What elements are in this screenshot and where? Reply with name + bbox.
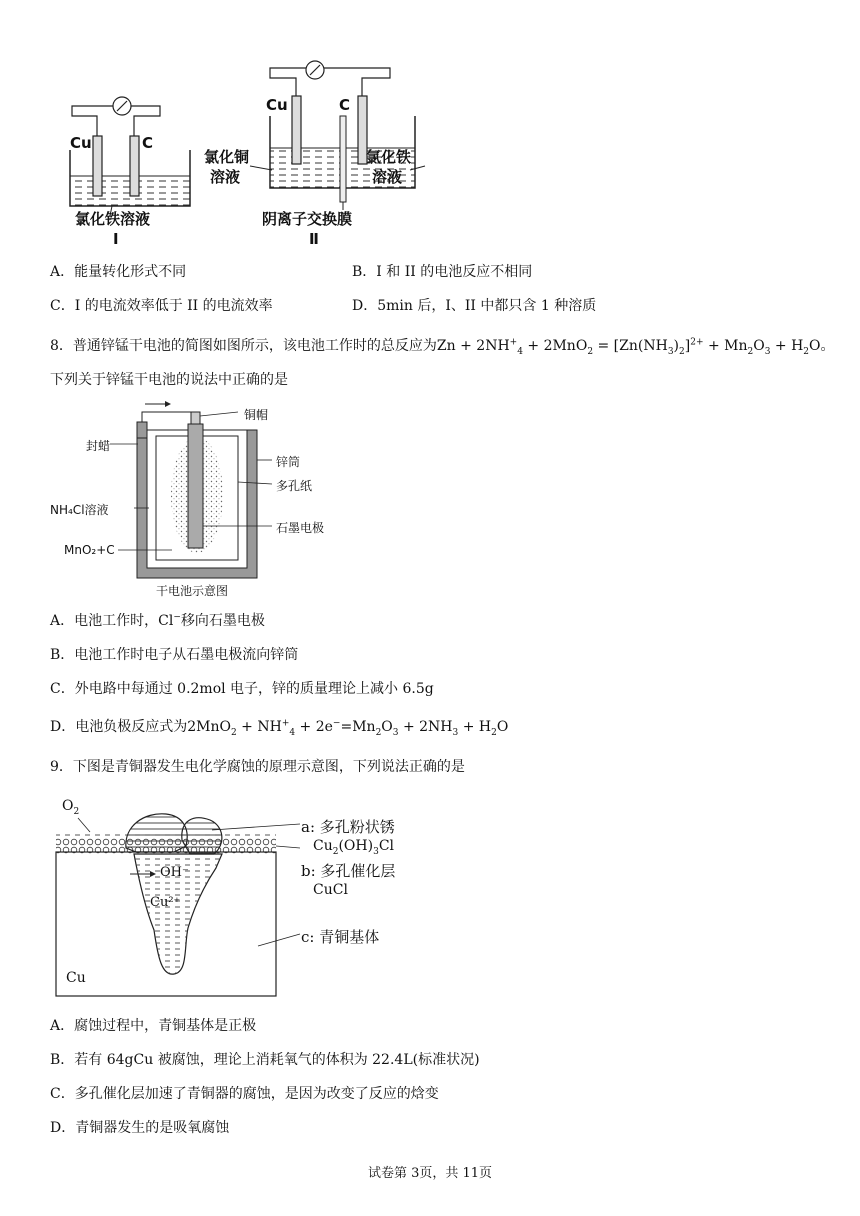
label-bronze-base: c: 青铜基体 — [301, 928, 380, 946]
cell1-solution: 氯化铁溶液 — [75, 210, 151, 228]
label-zinc-can: 锌筒 — [276, 455, 301, 469]
q9-option-b: B．若有 64gCu 被腐蚀，理论上消耗氧气的体积为 22.4L(标准状况) — [50, 1052, 480, 1068]
dry-cell-figure — [50, 400, 350, 600]
cell2-right-solution-2: 溶液 — [372, 168, 403, 186]
cell2-left-electrode: Cu — [266, 96, 288, 114]
q8-option-d — [50, 718, 508, 736]
label-cu: Cu — [66, 970, 86, 986]
cell1-label: Ⅰ — [113, 230, 119, 248]
q8-option-a-start: A．电池工作时， — [50, 613, 159, 629]
label-rust-formula: $Cu_2(OH)_3Cl$ — [313, 838, 395, 857]
q7-option-b: B．I 和 II 的电池反应不相同 — [352, 264, 533, 280]
label-graphite: 石墨电极 — [276, 521, 325, 535]
q8-option-c: C．外电路中每通过 0.2mol 电子，锌的质量理论上减小 6.5g — [50, 681, 434, 697]
cell2-label: Ⅱ — [309, 230, 319, 248]
label-catalyst: b: 多孔催化层 — [301, 862, 396, 880]
cell-one — [70, 97, 190, 216]
q8-option-d-start: D．电池负极反应式为 — [50, 719, 188, 735]
q8-equation: $Zn + 2NH^+_4 + 2MnO_2 = [Zn(NH_3)_2]^{2+} + Mn_2O_3 + H_2O$。 — [436, 337, 835, 357]
page-footer: 试卷第 3页，共 11页 — [367, 1166, 493, 1181]
cell1-left-electrode: Cu — [70, 134, 92, 152]
label-paste: MnO₂+C — [64, 543, 115, 557]
cell2-right-electrode: C — [339, 96, 351, 114]
label-rust: a: 多孔粉状锈 — [301, 818, 395, 836]
label-o2: $O_2$ — [62, 798, 80, 817]
q8-option-d-equation: $2MnO_2 + NH^+_4 + 2e^-=Mn_2O_3 + 2NH_3 + H_2O$ — [187, 718, 509, 738]
cell2-left-solution-2: 溶液 — [210, 168, 241, 186]
cell1-right-electrode: C — [142, 134, 154, 152]
label-porous-paper: 多孔纸 — [276, 479, 313, 493]
label-o2-text: O — [62, 798, 74, 814]
q7-option-c: C．I 的电流效率低于 II 的电流效率 — [50, 298, 273, 314]
q8-stem-line2: 下列关于锌锰干电池的说法中正确的是 — [50, 372, 288, 388]
cell2-right-solution-1: 氯化铁 — [366, 148, 412, 166]
q7-option-a: A．能量转化形式不同 — [50, 264, 187, 280]
label-cu2: Cu²⁺ — [150, 895, 181, 910]
label-copper-cap: 铜帽 — [244, 408, 269, 422]
cell2-membrane: 阴离子交换膜 — [262, 210, 353, 228]
label-catalyst-formula: CuCl — [313, 882, 348, 898]
cell-two — [250, 61, 425, 210]
cell2-left-solution-1: 氯化铜 — [204, 148, 250, 166]
q8-option-a — [50, 612, 265, 630]
q8-stem-line1 — [50, 337, 835, 355]
label-electrolyte: NH₄Cl溶液 — [50, 503, 109, 517]
q8-stem-text: 8．普通锌锰干电池的简图如图所示，该电池工作时的总反应为 — [50, 338, 437, 354]
q8-option-b: B．电池工作时电子从石墨电极流向锌筒 — [50, 647, 299, 663]
q8-option-a-ion: Cl− — [158, 612, 181, 629]
q7-option-d: D．5min 后，I、II 中都只含 1 种溶质 — [352, 298, 597, 314]
dry-cell-caption: 干电池示意图 — [156, 584, 229, 598]
label-oh: OH⁻ — [160, 865, 189, 880]
q9-option-c: C．多孔催化层加速了青铜器的腐蚀，是因为改变了反应的焓变 — [50, 1086, 439, 1102]
q8-option-a-end: 移向石墨电极 — [180, 613, 265, 629]
q9-option-d: D．青铜器发生的是吸氧腐蚀 — [50, 1120, 230, 1136]
q9-option-a: A．腐蚀过程中，青铜基体是正极 — [50, 1018, 257, 1034]
label-seal-wax: 封蜡 — [86, 439, 111, 453]
q9-stem: 9．下图是青铜器发生电化学腐蚀的原理示意图，下列说法正确的是 — [50, 759, 465, 775]
